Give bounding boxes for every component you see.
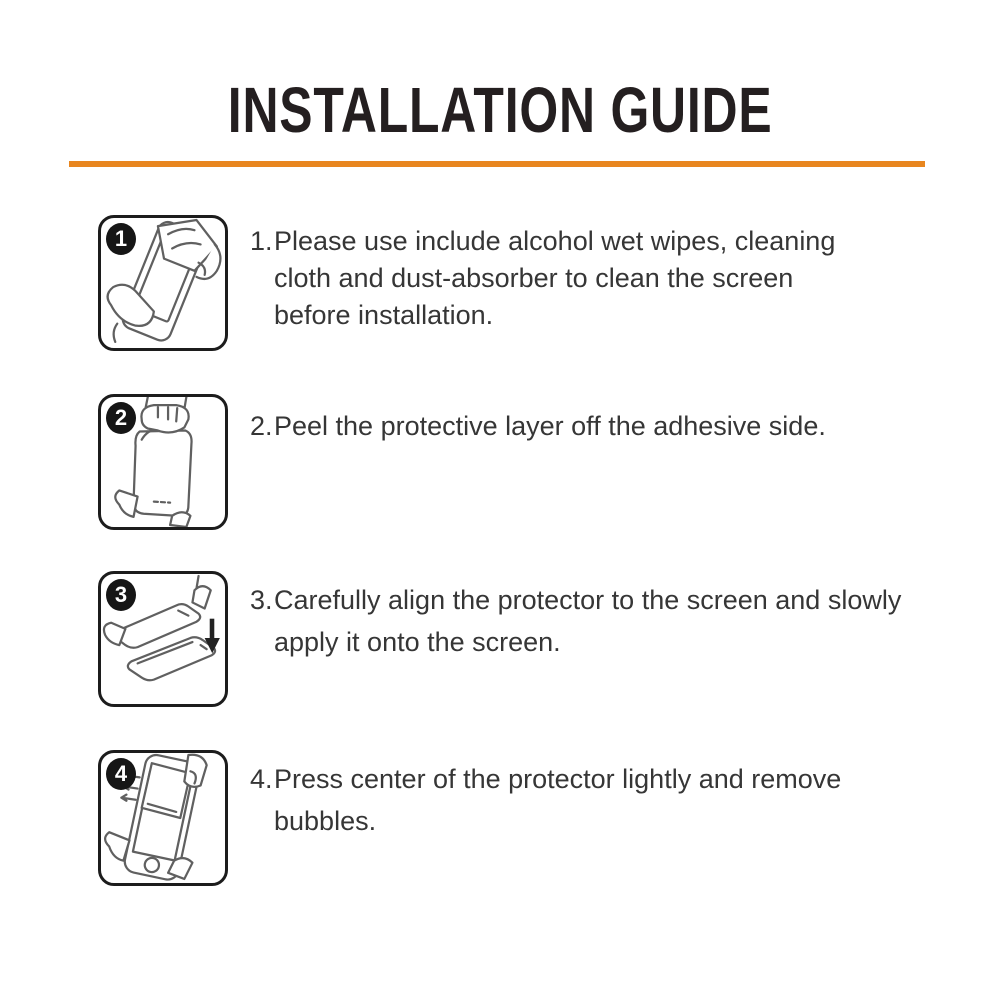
step-4-number-badge: 4: [106, 758, 136, 790]
step-1-number-badge: 1: [106, 223, 136, 255]
step-1-prefix: 1.: [250, 226, 273, 256]
step-2-text: [250, 394, 826, 445]
step-4-illustration-box: [98, 750, 228, 886]
pinching-hand: [141, 405, 188, 432]
step-1-row: [98, 215, 835, 351]
step-4-line: bubbles.: [274, 806, 377, 836]
step-3-row: [98, 571, 901, 707]
lower-finger: [170, 512, 190, 527]
lower-thumb: [115, 490, 137, 516]
step-2-prefix: 2.: [250, 411, 273, 441]
step-2-lines: [274, 408, 826, 445]
step-1-text: [250, 215, 835, 334]
step-1-line: cloth and dust-absorber to clean the screen: [274, 263, 794, 293]
page-title-text: INSTALLATION GUIDE: [227, 74, 773, 146]
lower-left-hand: [105, 832, 129, 860]
step-3-lines: [274, 579, 901, 663]
step-2-number-badge: 2: [106, 402, 136, 434]
step-1-line: Please use include alcohol wet wipes, cleaning: [274, 226, 836, 256]
step-3-text: [250, 571, 901, 663]
step-3-line: Carefully align the protector to the screen and slowly: [274, 585, 902, 615]
right-hand: [192, 586, 210, 608]
step-3-illustration-box: [98, 571, 228, 707]
step-4-prefix: 4.: [250, 764, 273, 794]
step-2-row: [98, 394, 826, 530]
step-3-number-badge: 3: [106, 579, 136, 611]
page-title: [0, 74, 1000, 146]
step-4-lines: [274, 758, 841, 842]
step-4-line: Press center of the protector lightly and remove: [274, 764, 842, 794]
step-3-prefix: 3.: [250, 585, 273, 615]
step-2-illustration-box: [98, 394, 228, 530]
step-1-line: before installation.: [274, 300, 494, 330]
orange-divider: [69, 161, 925, 167]
step-4-row: [98, 750, 841, 886]
step-3-line: apply it onto the screen.: [274, 627, 561, 657]
step-1-lines: [274, 223, 835, 334]
step-2-line: Peel the protective layer off the adhesive side.: [274, 411, 826, 441]
step-4-text: [250, 750, 841, 842]
step-1-illustration-box: [98, 215, 228, 351]
